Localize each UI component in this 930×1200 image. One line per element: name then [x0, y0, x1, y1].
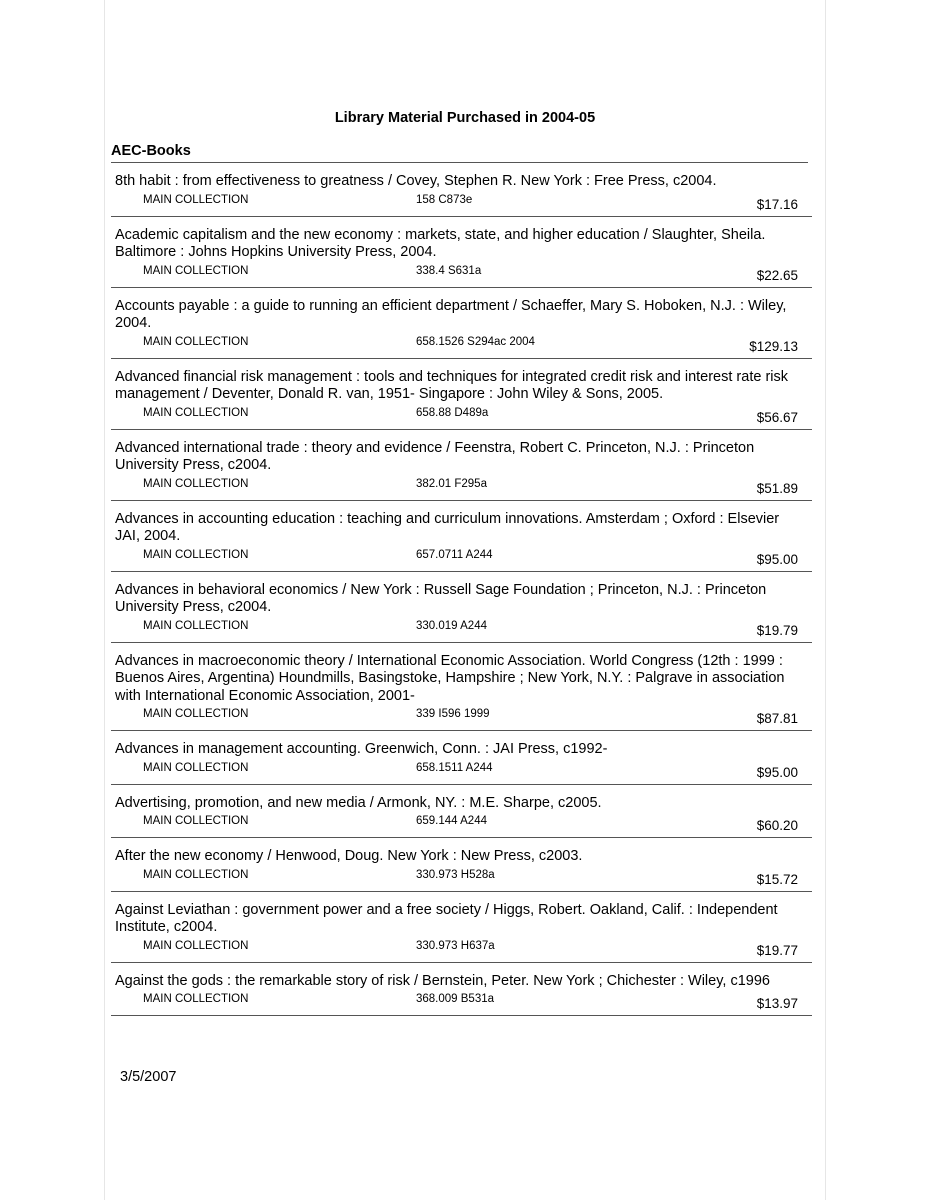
item-price: $60.20 — [756, 818, 798, 833]
item-price: $22.65 — [756, 267, 798, 283]
item-price: $17.16 — [756, 196, 798, 212]
item-price: $129.13 — [749, 338, 798, 354]
list-item — [111, 501, 812, 572]
item-description: Advances in macroeconomic theory / International Economic Association. World Congress (12th : 1999 : Buenos Aires, Argentina) Houndmills, Basingstoke, Hampshire ; New York, N.Y. : Palgrave in association with International Economic Association, 2001- — [115, 652, 785, 704]
item-description: Academic capitalism and the new economy : markets, state, and higher education / Slaughter, Sheila. Baltimore : Johns Hopkins University Press, 2004. — [115, 226, 766, 260]
item-location: MAIN COLLECTION — [143, 548, 249, 561]
item-details — [111, 265, 812, 281]
item-price: $87.81 — [756, 711, 798, 726]
purchase-list — [111, 163, 812, 1016]
list-item — [111, 963, 812, 1017]
section-heading: AEC-Books — [111, 143, 191, 159]
list-item — [111, 572, 812, 643]
item-call-number: 330.019 A244 — [416, 619, 487, 632]
item-price: $13.97 — [756, 996, 798, 1011]
item-call-number: 382.01 F295a — [416, 477, 487, 490]
item-call-number: 338.4 S631a — [416, 264, 482, 277]
item-call-number: 658.88 D489a — [416, 406, 489, 419]
item-details — [111, 708, 812, 724]
item-location: MAIN COLLECTION — [143, 868, 249, 881]
item-call-number: 330.973 H528a — [416, 868, 495, 881]
item-description: After the new economy / Henwood, Doug. New York : New Press, c2003. — [115, 848, 583, 864]
item-price: $15.72 — [756, 871, 798, 887]
item-location: MAIN COLLECTION — [143, 993, 249, 1005]
list-item — [111, 785, 812, 839]
item-location: MAIN COLLECTION — [143, 193, 249, 206]
item-location: MAIN COLLECTION — [143, 708, 249, 720]
page-edge-right — [825, 0, 826, 1200]
item-location: MAIN COLLECTION — [143, 406, 249, 419]
item-call-number: 368.009 B531a — [416, 993, 495, 1005]
item-price: $95.00 — [756, 551, 798, 567]
item-call-number: 658.1526 S294ac 2004 — [416, 335, 535, 348]
report-title: Library Material Purchased in 2004-05 — [334, 110, 596, 126]
item-description: Advances in management accounting. Greenwich, Conn. : JAI Press, c1992- — [115, 741, 608, 757]
item-description: Accounts payable : a guide to running an efficient department / Schaeffer, Mary S. Hoboken, N.J. : Wiley, 2004. — [115, 297, 787, 331]
item-price: $19.79 — [756, 622, 798, 638]
item-call-number: 330.973 H637a — [416, 939, 495, 952]
list-item — [111, 892, 812, 963]
item-details — [111, 620, 812, 636]
list-item — [111, 163, 812, 217]
item-location: MAIN COLLECTION — [143, 939, 249, 952]
report-date: 3/5/2007 — [120, 1069, 177, 1085]
item-call-number: 657.0711 A244 — [416, 548, 493, 561]
item-location: MAIN COLLECTION — [143, 619, 249, 632]
item-location: MAIN COLLECTION — [143, 477, 249, 490]
item-price: $51.89 — [756, 480, 798, 496]
item-details — [111, 194, 812, 210]
item-location: MAIN COLLECTION — [143, 264, 249, 277]
list-item — [111, 643, 812, 732]
list-item — [111, 217, 812, 288]
list-item — [111, 838, 812, 892]
item-details — [111, 478, 812, 494]
item-call-number: 659.144 A244 — [416, 815, 487, 827]
item-details — [111, 869, 812, 885]
list-item — [111, 359, 812, 430]
item-location: MAIN COLLECTION — [143, 815, 249, 827]
page-edge-left — [104, 0, 105, 1200]
item-details — [111, 940, 812, 956]
item-details — [111, 549, 812, 565]
item-description: Advanced international trade : theory and evidence / Feenstra, Robert C. Princeton, N.J. : Princeton University Press, c2004. — [115, 439, 755, 473]
item-description: Against Leviathan : government power and a free society / Higgs, Robert. Oakland, Calif. : Independent Institute, c2004. — [115, 901, 778, 935]
item-details — [111, 762, 812, 778]
item-call-number: 158 C873e — [416, 193, 473, 206]
list-item — [111, 731, 812, 785]
item-location: MAIN COLLECTION — [143, 761, 249, 774]
item-description: Advances in accounting education : teaching and curriculum innovations. Amsterdam ; Oxford : Elsevier JAI, 2004. — [115, 510, 780, 544]
item-details — [111, 815, 812, 831]
list-item — [111, 288, 812, 359]
item-description: Advances in behavioral economics / New York : Russell Sage Foundation ; Princeton, N.J. : Princeton University Press, c2004. — [115, 581, 767, 615]
item-price: $19.77 — [756, 942, 798, 958]
item-location: MAIN COLLECTION — [143, 335, 249, 348]
item-description: Advanced financial risk management : tools and techniques for integrated credit risk and interest rate risk management / Deventer, Donald R. van, 1951- Singapore : John Wiley & Sons, 2005. — [115, 368, 788, 402]
item-details — [111, 336, 812, 352]
item-description: Advertising, promotion, and new media / Armonk, NY. : M.E. Sharpe, c2005. — [115, 794, 602, 811]
item-price: $56.67 — [756, 409, 798, 425]
item-details — [111, 993, 812, 1009]
item-details — [111, 407, 812, 423]
item-call-number: 339 I596 1999 — [416, 708, 490, 720]
item-description: 8th habit : from effectiveness to greatness / Covey, Stephen R. New York : Free Press, c2004. — [115, 173, 717, 189]
item-call-number: 658.1511 A244 — [416, 761, 493, 774]
item-price: $95.00 — [756, 764, 798, 780]
list-item — [111, 430, 812, 501]
item-description: Against the gods : the remarkable story of risk / Bernstein, Peter. New York ; Chichester : Wiley, c1996 — [115, 972, 770, 989]
